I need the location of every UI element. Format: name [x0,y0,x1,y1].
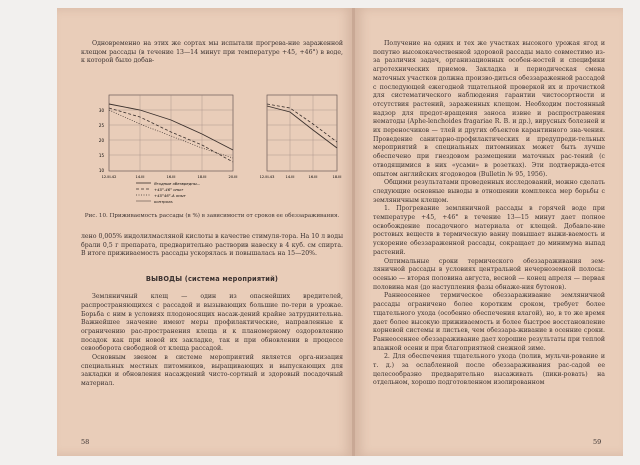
right-paragraph-2: Общими результатами проведенных исследований, можно сделать следующие основные выводы в отношении комплекса мер борьбы с земляничным клещом. [373,179,605,204]
right-paragraph-1: Получение на одних и тех же участках высокого урожая ягод и попутно высококачественной здоровой рассады мало совместимо из-за различия задач, организационных особен-ностей и специфики агротехнических приемов. Закладка и периодическая смена маточных участков должна произво-диться обеззараженной рассадой с последующей ежегодной тщательной проверкой их и прочисткой для систематического наблюдения гарантии чистосортности и отсутствия растений, зараженных клещом. Необходим постоянный надзор для предот-вращения заноса извне и распространения нематоды (Aphe-lenchoides fragariae R. B. и др.), вирусных болезней и их переносчиков — тлей и других объектов карантинного зна-чения. Проведение санитарно-профилактических и предупреди-тельных мероприятий в специальных питомниках может быть лучше обеспечено при гнездовом размещении маточных рас-тений (с отводящимися в них «усами» в розетках). Эти подтвержда-ется опытом английских ягодоводов (Bulletin № 95, 1956). [373,40,605,178]
left-page [57,8,353,456]
chart-panel-b-frame [267,95,337,171]
survival-chart [81,90,343,208]
y-tick-label: 25 [98,123,104,128]
page-number-left: 58 [81,438,90,446]
right-item-1: 1. Прогревание земляничной рассады в горячей воде при температуре +45, +46° в течение 13—15 минут дает полное освобождение посадочного материала от клещей. Добавле-ние ростовых веществ в термическую ванну повышает выжи-ваемость и ускорение обеззараженной рассады, сокращает до минимума выпад растений. [373,205,605,256]
series-line-solid-b [267,106,337,148]
left-body [81,233,343,389]
conclusion-paragraph-2: Основным звеном в системе мероприятий является орга-низация специальных местных питомников, выращивающих и выпускающих для закладки и обновления насаждений чисто-сортный и здоровый посадочный материал. [81,354,343,388]
page-number-right: 59 [593,438,602,446]
left-top-paragraph: Одновременно на этих же сортах мы испытали прогрева-ние зараженной клещом рассады (в течение 13—14 минут при температуре +45, +46°) в воде, к которой было добав- [81,40,343,65]
x-tick-label: 12.III-43 [259,175,275,179]
y-tick-label: 30 [98,108,104,113]
y-tick-label: 10 [98,168,104,173]
series-line-dashed-b [267,104,337,142]
legend-label: Ягодные обезвредны… [154,181,201,186]
right-page [355,8,623,456]
section-heading: ВЫВОДЫ (система мероприятий) [145,275,279,284]
right-body [373,40,605,388]
y-tick-label: 20 [98,138,104,143]
x-tick-label: 14.III [135,175,145,179]
x-tick-label: 20.III [228,175,238,179]
x-tick-label: 14.III [285,175,295,179]
figure-caption-block [81,213,343,221]
x-tick-label: 16.III [166,175,176,179]
right-paragraph-4: Раннеосеннее термическое обеззараживание земляничной рассады ограничено более коротким сроком, требует более тщательного ухода (особенно обеспечения влагой), но, в то же время дает более высокую приживаемость и более быстрое восстановление корневой системы и листьев, чем обеззара-живание в осенние сроки. Раннеосеннее обеззараживание дает хорошие результаты при теплой влажной осени и при благоприятной снежной зиме. [373,292,605,352]
left-top-block [81,40,343,66]
legend-label: +45°-46° опыт [154,187,184,192]
legend-label: контроль [154,199,173,204]
figure-caption: Рис. 10. Приживаемость рассады (в %) в зависимости от сроков ее обеззараживания. [84,213,340,219]
x-tick-label: 12.III-42 [101,175,117,179]
conclusion-paragraph-1: Земляничный клещ — один из опаснейших вредителей, распространяющихся с рассадой и вызывающих большие по-тери в урожае. Борьба с ним в условиях плодоносящих насаж-дений крайне затруднительна. Важнейшее значение имеют меры профилактические, направленные к ограничению рас-пространения клеща и к планомерному оздоровлению посадок как при новой их закладке, так и при обновлении в процессе севооборота свободной от клеща рассадой. [81,293,343,353]
legend-label: +45°46°-А опыт [154,193,186,198]
right-item-2: 2. Для обеспечения тщательного ухода (полив, мульчи-рование и т. д.) за ослабленной после обеззараживания рас-садой ее целесообразно предварительно высаживать (пики-ровать) на отдельном, хорошо подготовленном изолированном [373,353,605,387]
x-tick-label: 16.III [308,175,318,179]
x-tick-label: 18.III [332,175,342,179]
right-paragraph-3: Оптимальные сроки термического обеззараживания зем-ляничной рассады в условиях центральной нечерноземной полосы: осенью — вторая половина августа, весной — конец апреля — первая половина мая (до наступления фазы обнаже-ния бутонов). [373,257,605,291]
y-tick-label: 15 [98,153,104,158]
left-continued-paragraph: лено 0,005% индолилмасляной кислоты в качестве стимуля-тора. На 10 л воды брали 0,5 г препарата, предварительно растворив навеску в 4 куб. см спирта. В итоге приживаемость рассады ускорялась и повышалась на 15—20%. [81,233,343,258]
x-tick-label: 18.III [197,175,207,179]
